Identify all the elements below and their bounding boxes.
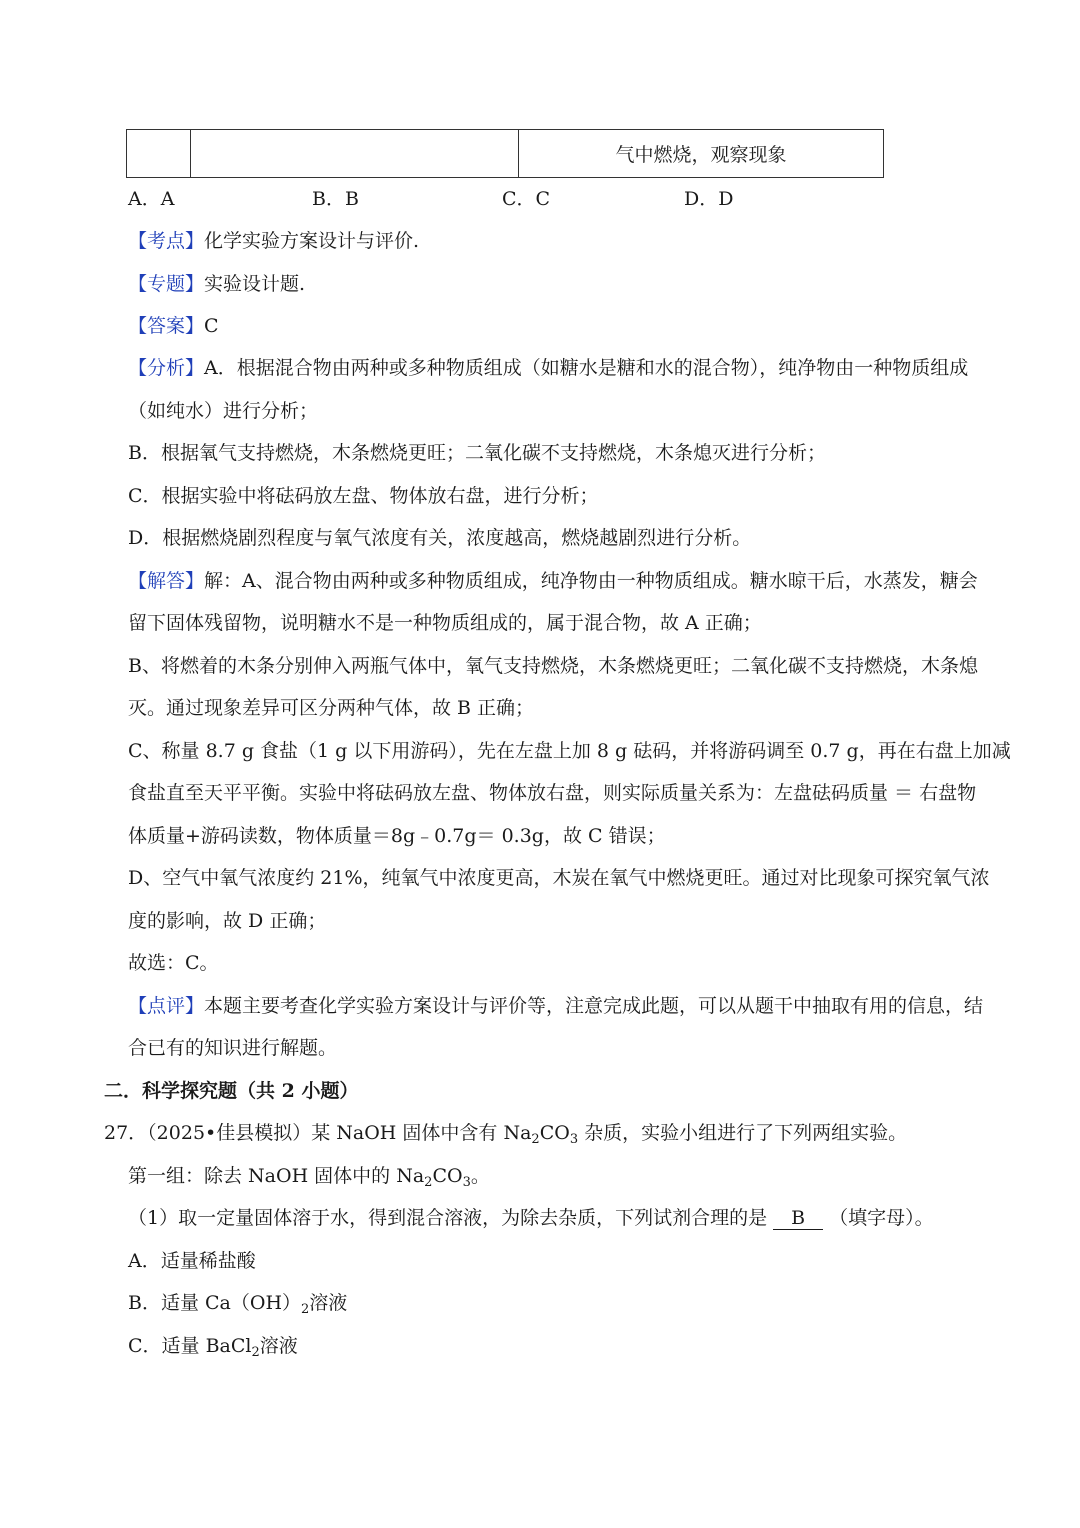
kaodian-line [128,229,419,253]
jieda-line-2: 留下固体残留物，说明糖水不是一种物质组成的，属于混合物，故 A 正确； [128,612,762,634]
kaodian-tag: 【考点】 [128,230,205,252]
question-27-stem [104,1121,907,1145]
zhuanti-tag: 【专题】 [128,273,205,295]
fenxi-b: B．根据氧气支持燃烧，木条燃烧更旺；二氧化碳不支持燃烧，木条熄灭进行分析； [128,442,826,464]
group-b: CO [432,1165,463,1187]
jieda-line-6: 食盐直至天平平衡。实验中将砝码放左盘、物体放右盘，则实际质量关系为：左盘砝码质量 ＝ 右盘物 [128,782,977,804]
q27-stem-c: 杂质，实验小组进行了下列两组实验。 [578,1122,908,1144]
group-a: 第一组：除去 NaOH 固体中的 Na [128,1165,425,1187]
jieda-tag: 【解答】 [128,570,205,592]
daan-line [128,314,219,338]
answer-blank: B [773,1207,823,1230]
jieda-line-10: 故选：C。 [128,952,219,974]
q27-sub-b: 3 [569,1132,579,1147]
sub1-hint: （填字母）。 [829,1207,934,1229]
jieda-line-3: B、将燃着的木条分别伸入两瓶气体中，氧气支持燃烧，木条燃烧更旺；二氧化碳不支持燃烧，木条熄 [128,655,978,677]
option-c: C．C [502,188,551,210]
jieda-line-1 [128,569,978,593]
table-cell [519,130,883,177]
table-divider [190,130,191,177]
daan-text: C [204,315,219,337]
jieda-line-5: C、称量 8.7 g 食盐（1 g 以下用游码），先在左盘上加 8 g 砝码，并将游码调至 0.7 g，再在右盘上加减 [128,740,1011,762]
fenxi-c: C．根据实验中将砝码放左盘、物体放右盘，进行分析； [128,485,599,507]
kaodian-text: 化学实验方案设计与评价. [204,230,420,252]
dianping-text: 本题主要考查化学实验方案设计与评价等，注意完成此题，可以从题干中抽取有用的信息，结 [204,995,984,1017]
choice-b-tail: 溶液 [309,1292,348,1314]
q27-stem-a: 27．（2025•佳县模拟）某 NaOH 固体中含有 Na [104,1122,532,1144]
answer-table-fragment [126,129,884,178]
jieda-line-9: 度的影响，故 D 正确； [128,910,327,932]
fenxi-tag: 【分析】 [128,357,205,379]
jieda-line-8: D、空气中氧气浓度约 21%，纯氧气中浓度更高，木炭在氧气中燃烧更旺。通过对比现象可探究氧气浓 [128,867,990,889]
jieda-line-4: 灭。通过现象差异可区分两种气体，故 B 正确； [128,697,535,719]
group-one-line [128,1164,490,1188]
fenxi-line-1 [128,356,968,380]
dianping-line-1 [128,994,983,1018]
fenxi-line-2: （如纯水）进行分析； [128,400,319,422]
choice-a: A．适量稀盐酸 [128,1250,256,1272]
choice-c-tail: 溶液 [259,1335,298,1357]
fenxi-d: D．根据燃烧剧烈程度与氧气浓度有关，浓度越高，燃烧越剧烈进行分析。 [128,527,752,549]
fenxi-text: A．根据混合物由两种或多种物质组成（如糖水是糖和水的混合物），纯净物由一种物质组成 [204,357,969,379]
q27-sub-a: 2 [531,1132,540,1147]
choice-b-sub: 2 [301,1302,310,1317]
choice-c-text: C．适量 BaCl [128,1335,252,1357]
option-a: A．A [128,188,175,210]
jieda-line-7: 体质量+游码读数，物体质量＝8g﹣0.7g＝ 0.3g，故 C 错误； [128,825,666,847]
zhuanti-text: 实验设计题. [204,273,306,295]
choice-b-text: B．适量 Ca（OH） [128,1292,302,1314]
zhuanti-line [128,272,305,296]
table-cell-text: 气中燃烧，观察现象 [615,144,787,166]
group-sub-a: 2 [424,1175,433,1190]
choice-b [128,1291,347,1315]
option-d: D．D [684,188,734,210]
choice-c-sub: 2 [251,1345,260,1360]
jieda-text: 解：A、混合物由两种或多种物质组成，纯净物由一种物质组成。糖水晾干后，水蒸发，糖会 [204,570,978,592]
sub1-prompt: （1）取一定量固体溶于水，得到混合溶液，为除去杂质，下列试剂合理的是 [128,1207,768,1229]
dianping-tag: 【点评】 [128,995,205,1017]
section-title: 二．科学探究题（共 2 小题） [104,1080,359,1102]
sub-question-1 [128,1206,934,1230]
choice-c [128,1334,298,1358]
option-b: B．B [312,188,359,210]
group-c: 。 [470,1165,490,1187]
q27-stem-b: CO [539,1122,570,1144]
daan-tag: 【答案】 [128,315,205,337]
group-sub-b: 3 [462,1175,471,1190]
dianping-line-2: 合已有的知识进行解题。 [128,1037,338,1059]
